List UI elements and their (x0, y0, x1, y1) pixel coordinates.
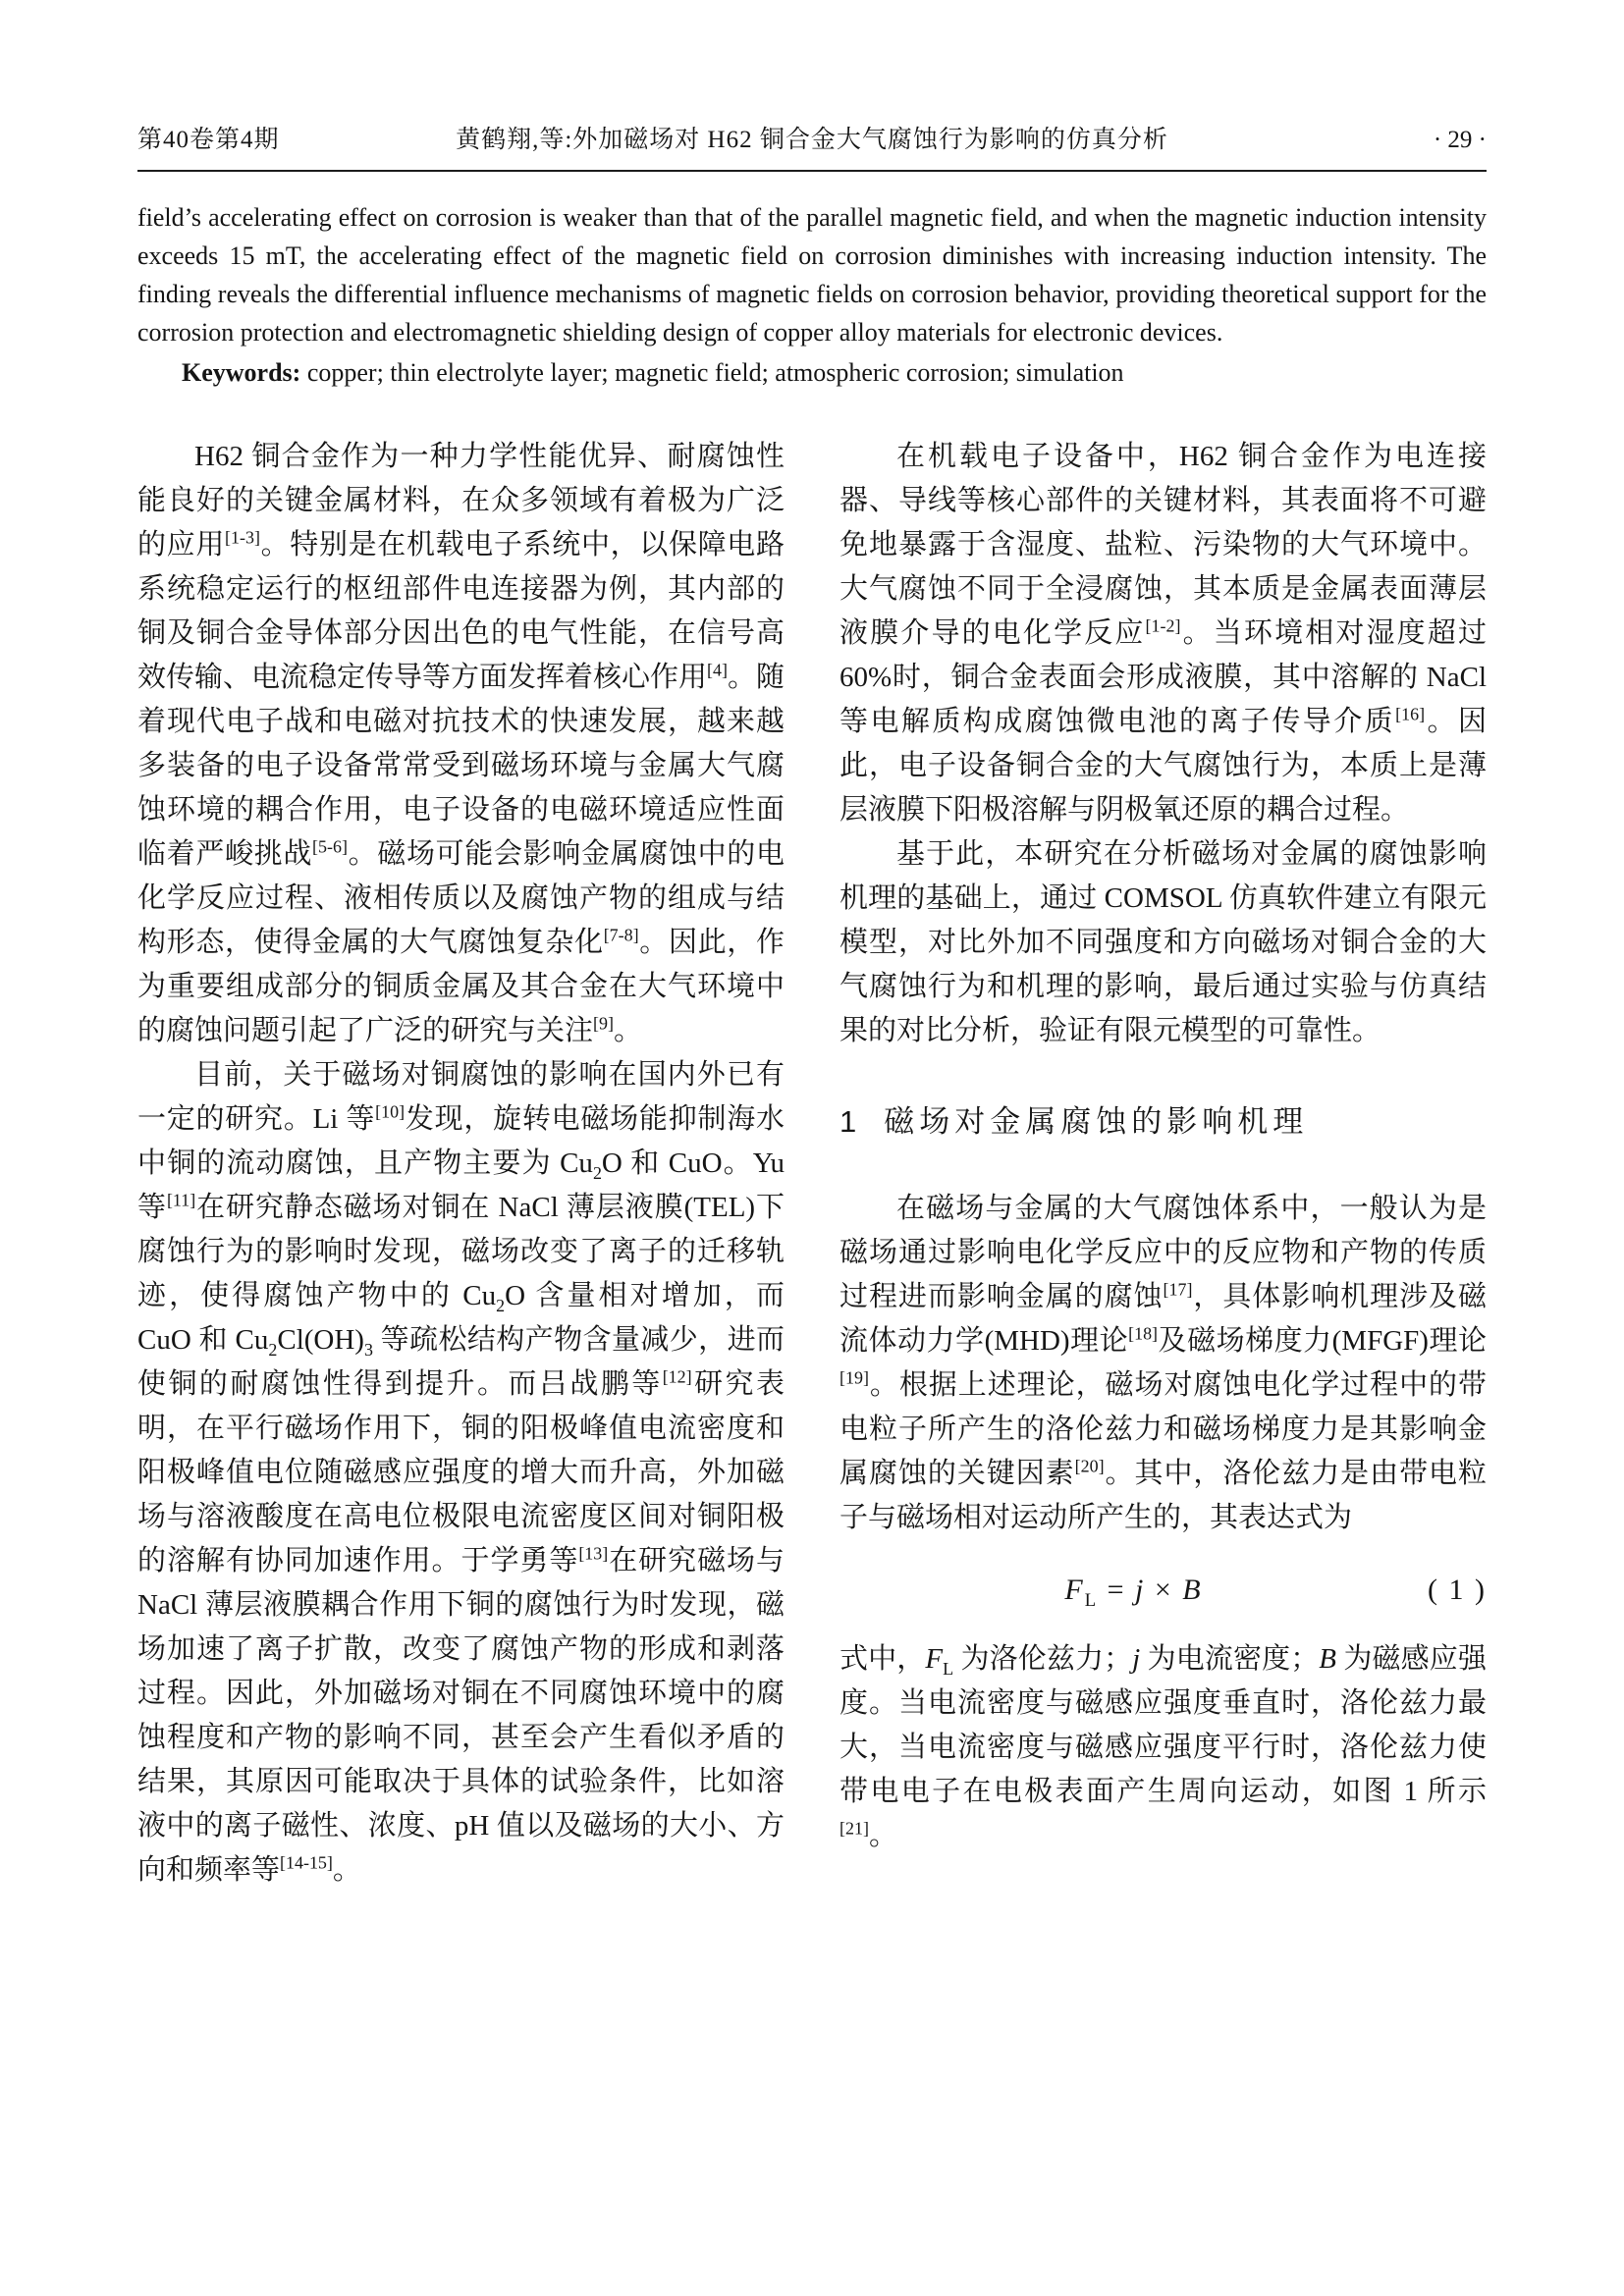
abstract-continuation (137, 198, 1487, 392)
intro-paragraph-2: 目前，关于磁场对铜腐蚀的影响在国内外已有一定的研究。Li 等[10]发现，旋转电磁场能抑制海水中铜的流动腐蚀，且产物主要为 $Cu_2O$ 和 CuO。Yu 等[11]在研究静态磁场对铜在 NaCl 薄层液膜(TEL)下腐蚀行为的影响时发现，磁场改变了离子的迁移轨迹，使得腐蚀产物中的 $Cu_2O$ 含量相对增加，而 CuO 和 $Cu_2Cl(OH)_3$ 等疏松结构产物含量减少，进而使铜的耐腐蚀性得到提升。而吕战鹏等[12]研究表明，在平行磁场作用下，铜的阳极峰值电流密度和阳极峰值电位随磁感应强度的增大而升高，外加磁场与溶液酸度在高电位极限电流密度区间对铜阳极的溶解有协同加速作用。于学勇等[13]在研究磁场与 NaCl 薄层液膜耦合作用下铜的腐蚀行为时发现，磁场加速了离子扩散，改变了腐蚀产物的形成和剥落过程。因此，外加磁场对铜在不同腐蚀环境中的腐蚀程度和产物的影响不同，甚至会产生看似矛盾的结果，其原因可能取决于具体的试验条件，比如溶液中的离子磁性、浓度、pH 值以及磁场的大小、方向和频率等[14-15]。 (137, 1059, 785, 1886)
running-title: 黄鹤翔,等:外加磁场对 H62 铜合金大气腐蚀行为影响的仿真分析 (456, 127, 1168, 153)
section-1-paragraph-2: 式中，$F_L$ 为洛伦兹力；j 为电流密度；B 为磁感应强度。当电流密度与磁感应强度垂直时，洛伦兹力最大，当电流密度与磁感应强度平行时，洛伦兹力使带电电子在电极表面产生周向运动，如图 1 所示[21]。 (839, 1643, 1487, 1851)
two-column-body (137, 435, 1487, 1893)
page-header (137, 126, 1487, 155)
intro-paragraph-3: 在机载电子设备中，H62 铜合金作为电连接器、导线等核心部件的关键材料，其表面将不可避免地暴露于含湿度、盐粒、污染物的大气环境中。大气腐蚀不同于全浸腐蚀，其本质是金属表面薄层液膜介导的电化学反应[1-2]。当环境相对湿度超过 60%时，铜合金表面会形成液膜，其中溶解的 NaCl 等电解质构成腐蚀微电池的离子传导介质[16]。因此，电子设备铜合金的大气腐蚀行为，本质上是薄层液膜下阳极溶解与阴极氧还原的耦合过程。 (839, 441, 1487, 826)
abstract-text: field’s accelerating effect on corrosion is weaker than that of the parallel magnetic field, and when the magnetic induction intensity exceeds 15 mT, the accelerating effect of the magnetic field on corrosion diminishes with increasing induction intensity. The finding reveals the differential influence mechanisms of magnetic fields on corrosion behavior, providing theoretical support for the corrosion protection and electromagnetic shielding design of copper alloy materials for electronic devices. (137, 203, 1487, 347)
section-1-number: 1 (839, 1104, 857, 1139)
equation-1 (839, 1568, 1487, 1612)
header-rule (137, 170, 1487, 172)
intro-paragraph-1: H62 铜合金作为一种力学性能优异、耐腐蚀性能良好的关键金属材料，在众多领域有着极为广泛的应用[1-3]。特别是在机载电子系统中，以保障电路系统稳定运行的枢纽部件电连接器为例，其内部的铜及铜合金导体部分因出色的电气性能，在信号高效传输、电流稳定传导等方面发挥着核心作用[4]。随着现代电子战和电磁对抗技术的快速发展，越来越多装备的电子设备常常受到磁场环境与金属大气腐蚀环境的耦合作用，电子设备的电磁环境适应性面临着严峻挑战[5-6]。磁场可能会影响金属腐蚀中的电化学反应过程、液相传质以及腐蚀产物的组成与结构形态，使得金属的大气腐蚀复杂化[7-8]。因此，作为重要组成部分的铜质金属及其合金在大气环境中的腐蚀问题引起了广泛的研究与关注[9]。 (137, 441, 785, 1046)
left-column (137, 435, 785, 1893)
equation-1-number: ( 1 ) (1428, 1574, 1487, 1606)
intro-paragraph-4: 基于此，本研究在分析磁场对金属的腐蚀影响机理的基础上，通过 COMSOL 仿真软件建立有限元模型，对比外加不同强度和方向磁场对铜合金的大气腐蚀行为和机理的影响，最后通过实验与仿真结果的对比分析，验证有限元模型的可靠性。 (839, 838, 1487, 1046)
keywords-text: copper; thin electrolyte layer; magnetic field; atmospheric corrosion; simulation (306, 358, 1124, 387)
keywords-line (137, 353, 1487, 392)
section-1-paragraph-1: 在磁场与金属的大气腐蚀体系中，一般认为是磁场通过影响电化学反应中的反应物和产物的传质过程进而影响金属的腐蚀[17]，具体影响机理涉及磁流体动力学(MHD)理论[18]及磁场梯度力(MFGF)理论[19]。根据上述理论，磁场对腐蚀电化学过程中的带电粒子所产生的洛伦兹力和磁场梯度力是其影响金属腐蚀的关键因素[20]。其中，洛伦兹力是由带电粒子与磁场相对运动所产生的，其表达式为 (839, 1193, 1487, 1533)
right-column (839, 435, 1487, 1893)
volume-issue: 第40卷第4期 (137, 127, 280, 153)
section-1-heading (839, 1102, 1487, 1142)
keywords-label: Keywords: (182, 358, 307, 387)
section-1-title: 磁场对金属腐蚀的影响机理 (884, 1104, 1309, 1139)
equation-1-expression: $F_L = j \times B$ (1064, 1574, 1203, 1611)
page-number: · 29 · (1433, 127, 1487, 153)
